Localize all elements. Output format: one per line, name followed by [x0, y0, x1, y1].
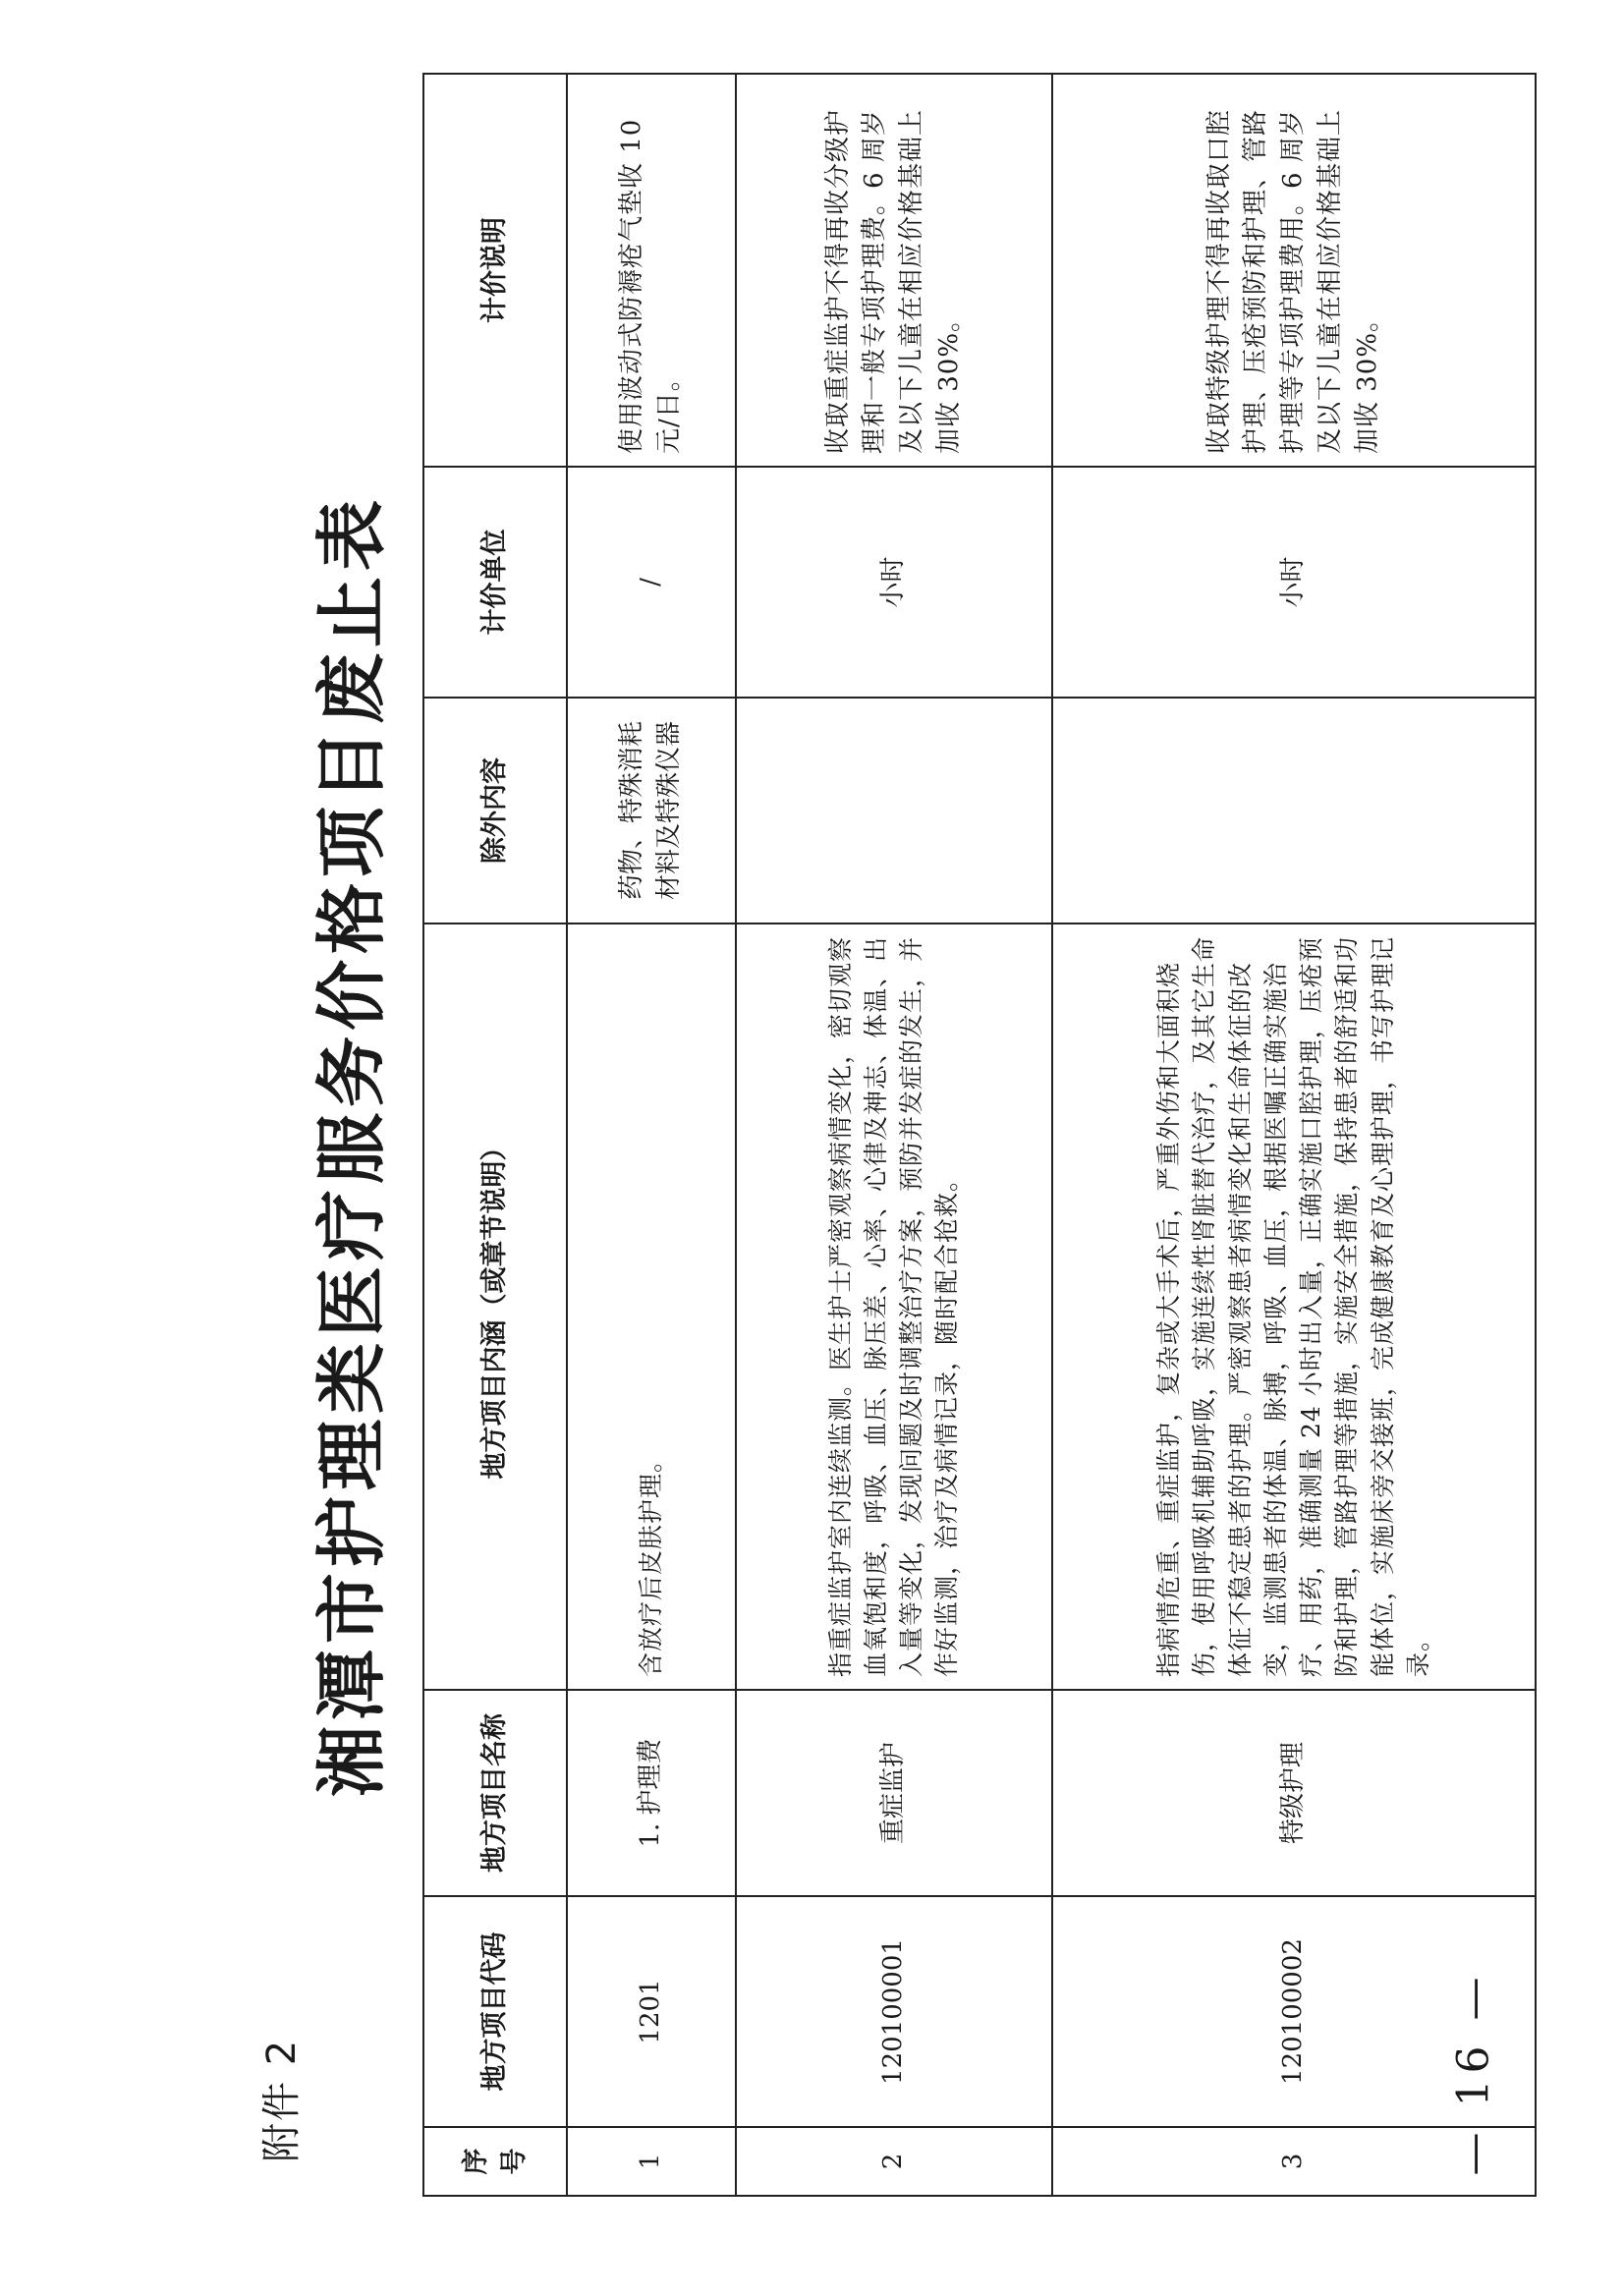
abolished-items-table	[422, 73, 1537, 2197]
cell-note: 收取重症监护不得再收分级护理和一般专项护理费。6 周岁及以下儿童在相应价格基础上加收 30%。	[736, 74, 1052, 467]
cell-unit: 小时	[736, 467, 1052, 698]
header-name: 地方项目名称	[423, 1690, 567, 1896]
table-header-row	[423, 74, 567, 2196]
header-seq: 序号	[423, 2127, 567, 2196]
cell-name: 1. 护理费	[567, 1690, 736, 1896]
header-code: 地方项目代码	[423, 1896, 567, 2127]
cell-seq: 2	[736, 2127, 1052, 2196]
table-row	[567, 74, 736, 2196]
cell-name: 特级护理	[1052, 1690, 1536, 1896]
header-exclusions: 除外内容	[423, 698, 567, 924]
cell-code: 1201	[567, 1896, 736, 2127]
page-number-container	[1434, 1971, 1513, 2175]
cell-code: 120100001	[736, 1896, 1052, 2127]
page-number: — 16 —	[1448, 1971, 1499, 2175]
cell-exclusions	[1052, 698, 1536, 924]
table-row	[1052, 74, 1536, 2196]
header-note: 计价说明	[423, 74, 567, 467]
header-unit: 计价单位	[423, 467, 567, 698]
attachment-label: 附件 2	[259, 2038, 305, 2162]
cell-code: 120100002	[1052, 1896, 1536, 2127]
table-row	[736, 74, 1052, 2196]
cell-unit: 小时	[1052, 467, 1536, 698]
cell-content: 指重症监护室内连续监测。医生护士严密观察病情变化，密切观察血氧饱和度，呼吸、血压、脉压差、心率、心律及神志、体温、出入量等变化，发现问题及时调整治疗方案，预防并发症的发生，并作好监测，治疗及病情记录，随时配合抢救。	[736, 924, 1052, 1690]
cell-seq: 3	[1052, 2127, 1536, 2196]
cell-seq: 1	[567, 2127, 736, 2196]
document-title: 湘潭市护理类医疗服务价格项目废止表	[309, 494, 393, 1798]
cell-content: 指病情危重、重症监护，复杂或大手术后，严重外伤和大面积烧伤，使用呼吸机辅助呼吸，实施连续性肾脏替代治疗，及其它生命体征不稳定患者的护理。严密观察患者病情变化和生命体征的改变，监测患者的体温、脉搏，呼吸、血压，根据医嘱正确实施治疗、用药，准确测量 24 小时出入量，正确实施口腔护理，压疮预防和护理，管路护理等措施，实施安全措施，保持患者的舒适和功能体位，实施床旁交接班，完成健康教育及心理护理，书写护理记录。	[1052, 924, 1536, 1690]
cell-exclusions	[736, 698, 1052, 924]
header-content: 地方项目内涵（或章节说明）	[423, 924, 567, 1690]
cell-content: 含放疗后皮肤护理。	[567, 924, 736, 1690]
cell-note: 使用波动式防褥疮气垫收 10 元/日。	[567, 74, 736, 467]
cell-exclusions: 药物、特殊消耗材料及特殊仪器	[567, 698, 736, 924]
cell-name: 重症监护	[736, 1690, 1052, 1896]
cell-note: 收取特级护理不得再收取口腔护理、压疮预防和护理、管路护理等专项护理费用。6 周岁及以下儿童在相应价格基础上加收 30%。	[1052, 74, 1536, 467]
cell-unit: /	[567, 467, 736, 698]
